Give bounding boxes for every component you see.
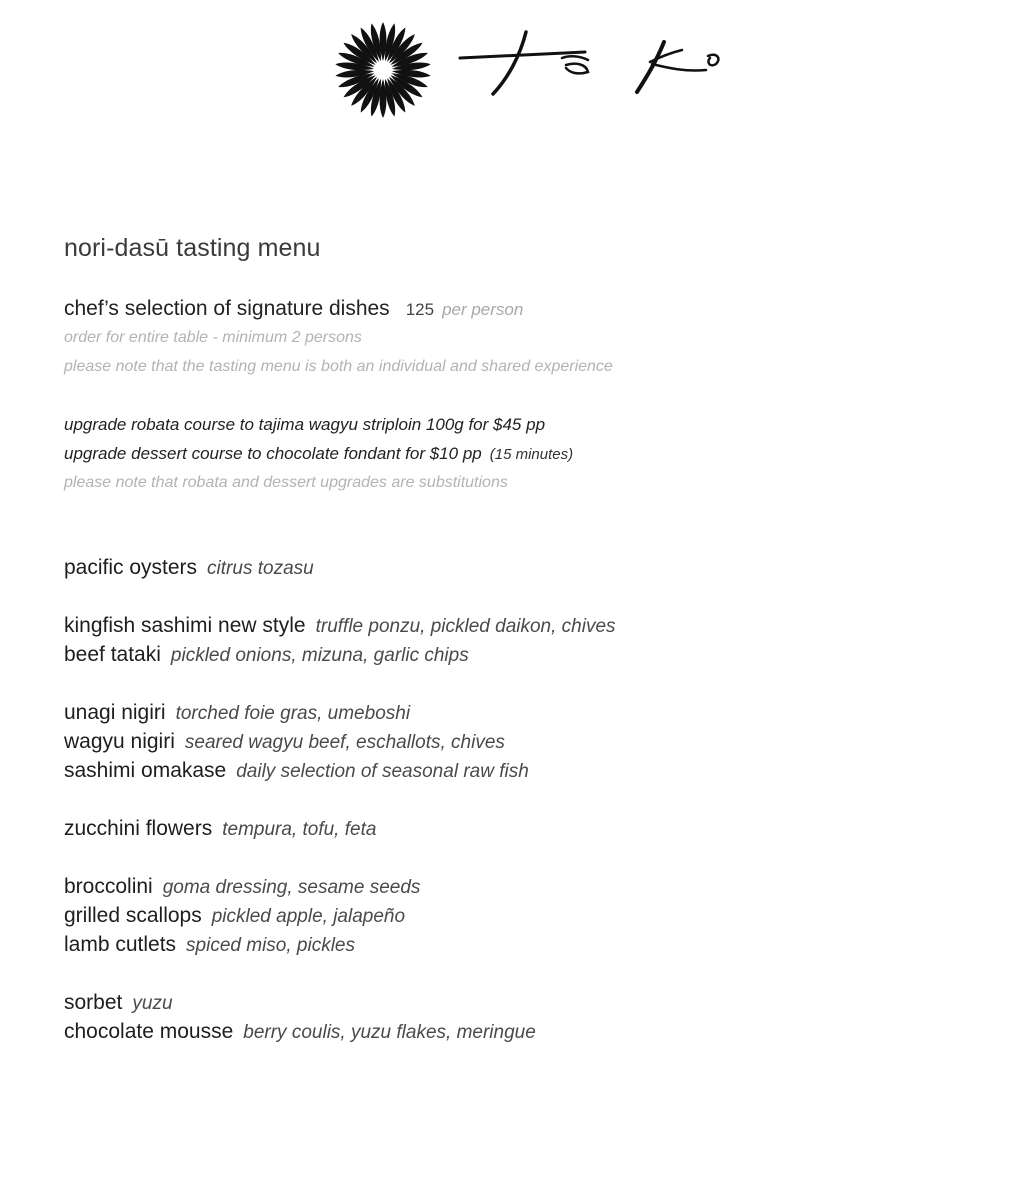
dish-name: broccolini [64, 875, 153, 898]
course-group [64, 611, 824, 669]
upgrade-line [64, 439, 764, 468]
dish-description: pickled onions, mizuna, garlic chips [170, 645, 469, 666]
dish-item [64, 814, 824, 843]
signature-price: 125 [405, 300, 435, 319]
upgrade-robata: upgrade robata course to tajima wagyu striploin 100g for $45 pp [64, 415, 546, 434]
menu-title: nori-dasū tasting menu [64, 234, 321, 262]
dish-name: wagyu nigiri [64, 730, 175, 753]
dish-name: chocolate mousse [64, 1020, 234, 1043]
brand-logo [330, 18, 730, 128]
dish-name: kingfish sashimi new style [64, 614, 306, 637]
dish-description: torched foie gras, umeboshi [175, 703, 411, 724]
dish-name: zucchini flowers [64, 817, 213, 840]
dish-description: berry coulis, yuzu flakes, meringue [243, 1022, 536, 1043]
dish-name: beef tataki [64, 643, 161, 666]
course-group [64, 553, 824, 582]
dish-item [64, 698, 824, 727]
dish-name: sashimi omakase [64, 759, 227, 782]
dish-description: spiced miso, pickles [186, 935, 355, 956]
dish-item [64, 930, 824, 959]
dish-item [64, 988, 824, 1017]
chrysanthemum-icon [335, 22, 431, 118]
upgrade-line [64, 410, 764, 439]
course-group [64, 814, 824, 843]
dish-item [64, 901, 824, 930]
upgrades-section [64, 410, 764, 497]
dish-name: pacific oysters [64, 556, 198, 579]
shared-experience-note: please note that the tasting menu is both an individual and shared experience [64, 358, 613, 375]
dish-name: sorbet [64, 991, 123, 1014]
dish-description: daily selection of seasonal raw fish [236, 761, 529, 782]
tasting-menu-intro [64, 294, 764, 381]
course-list [64, 553, 824, 1075]
dish-item [64, 1017, 824, 1046]
dish-item [64, 553, 824, 582]
dish-name: unagi nigiri [64, 701, 166, 724]
dish-item [64, 611, 824, 640]
dish-description: pickled apple, jalapeño [211, 906, 406, 927]
dish-description: tempura, tofu, feta [222, 819, 377, 840]
upgrade-dessert-time: (15 minutes) [489, 446, 574, 463]
order-note: order for entire table - minimum 2 persons [64, 329, 362, 346]
dish-item [64, 640, 824, 669]
dish-description: goma dressing, sesame seeds [162, 877, 421, 898]
logo-wordmark [460, 32, 718, 94]
dish-item [64, 872, 824, 901]
signature-name: chef’s selection of signature dishes [64, 297, 390, 320]
flower-center [376, 63, 390, 77]
dish-description: seared wagyu beef, eschallots, chives [184, 732, 505, 753]
dish-item [64, 727, 824, 756]
dish-name: lamb cutlets [64, 933, 177, 956]
upgrade-dessert: upgrade dessert course to chocolate fondant for $10 pp [64, 444, 482, 463]
dish-description: citrus tozasu [207, 558, 314, 579]
dish-description: truffle ponzu, pickled daikon, chives [315, 616, 616, 637]
course-group [64, 698, 824, 785]
course-group [64, 988, 824, 1046]
upgrade-note: please note that robata and dessert upgrades are substitutions [64, 474, 508, 491]
course-group [64, 872, 824, 959]
dish-name: grilled scallops [64, 904, 202, 927]
dish-description: yuzu [132, 993, 173, 1014]
signature-line [64, 294, 764, 323]
dish-item [64, 756, 824, 785]
signature-price-unit: per person [442, 300, 524, 319]
